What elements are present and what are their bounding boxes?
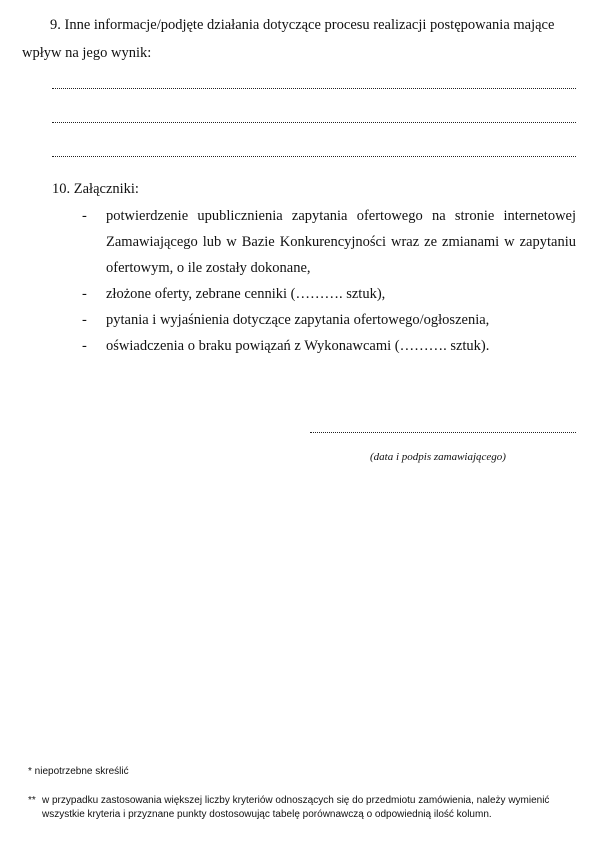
signature-caption: (data i podpis zamawiającego) [370, 451, 506, 463]
attachment-item-text: złożone oferty, zebrane cenniki (………. sztuk), [106, 286, 386, 302]
list-dash: - [82, 208, 87, 224]
attachment-item [82, 203, 582, 281]
attachment-item-text: potwierdzenie upublicznienia zapytania ofertowego na stronie internetowej Zamawiającego lub w Bazie Konkurencyjności wraz ze zmianami w zapytaniu ofertowym, o ile zostały dokonane, [106, 208, 576, 276]
section-9-line-2: wpływ na jego wynik: [22, 45, 152, 61]
fill-in-dotted-line [52, 122, 576, 123]
section-9-line-1: 9. Inne informacje/podjęte działania dotyczące procesu realizacji postępowania mające [50, 17, 555, 33]
footnote-2-mark: ** [28, 795, 36, 806]
attachment-item-text: oświadczenia o braku powiązań z Wykonawcami (………. sztuk). [106, 338, 490, 354]
fill-in-dotted-line [52, 88, 576, 89]
list-dash: - [82, 312, 87, 328]
list-dash: - [82, 286, 87, 302]
attachment-item [82, 333, 582, 359]
list-dash: - [82, 338, 87, 354]
footnote-2-text: w przypadku zastosowania większej liczby kryteriów odnoszących się do przedmiotu zamówienia, należy wymienić wszystkie kryteria i przyznane punkty dostosowując tabelę porównawczą o odpowiednią ilość kolumn. [42, 795, 550, 820]
section-10-heading: 10. Załączniki: [52, 181, 139, 197]
footnote-2 [28, 794, 568, 822]
attachment-item [82, 307, 582, 333]
footnote-1: * niepotrzebne skreślić [28, 766, 129, 777]
attachment-item [82, 281, 582, 307]
attachment-item-text: pytania i wyjaśnienia dotyczące zapytania ofertowego/ogłoszenia, [106, 312, 490, 328]
fill-in-dotted-line [52, 156, 576, 157]
signature-dotted-line [310, 432, 576, 433]
